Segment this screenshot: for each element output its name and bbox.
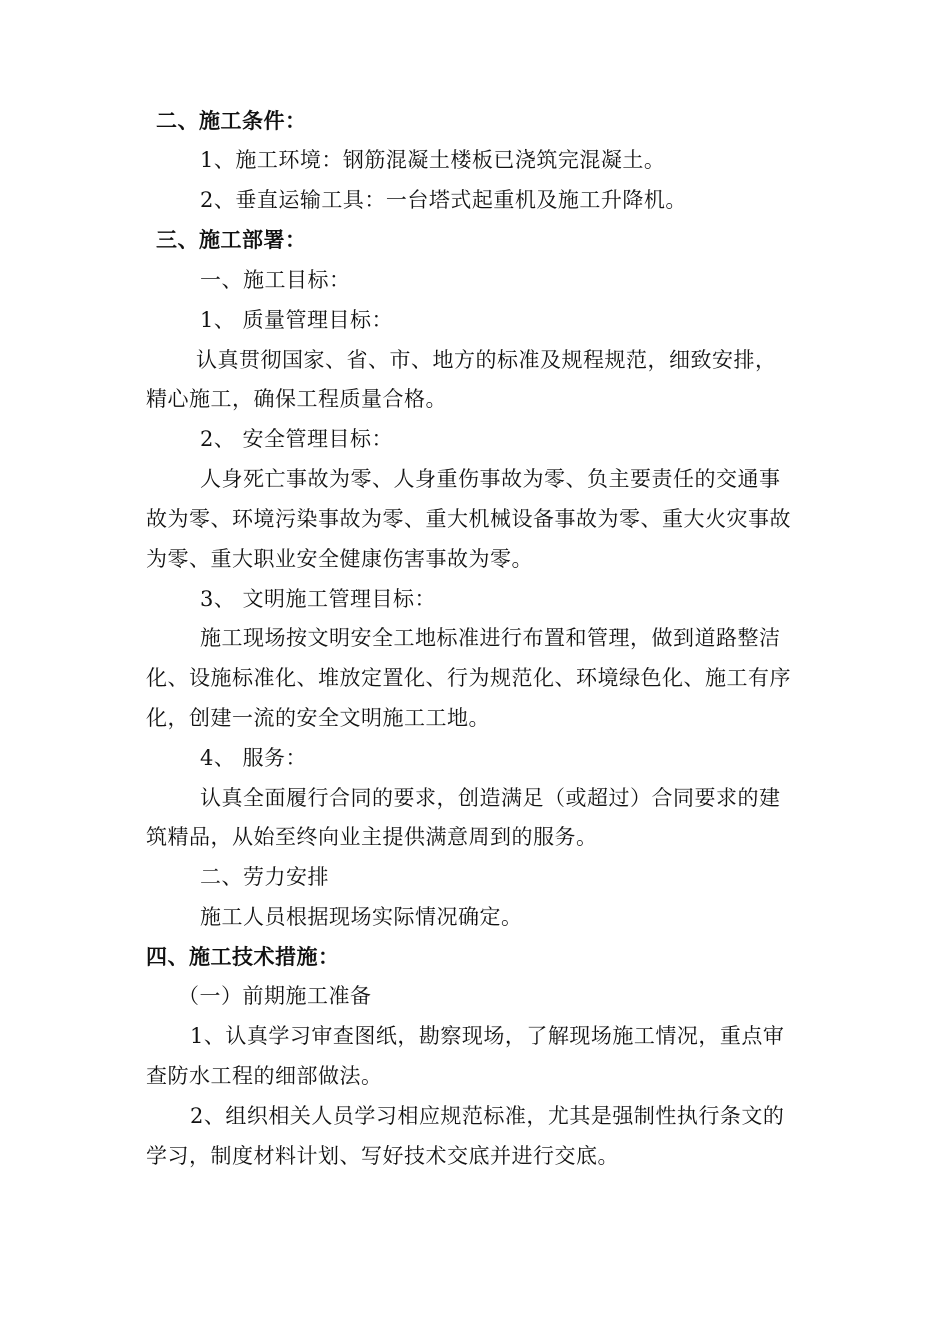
section-heading-technical: 四、施工技术措施： <box>146 945 340 969</box>
paragraph-line: 认真贯彻国家、省、市、地方的标准及规程规范，细致安排， <box>196 348 777 372</box>
paragraph-line: 1、施工环境：钢筋混凝土楼板已浇筑完混凝土。 <box>200 148 666 172</box>
paragraph-line: 人身死亡事故为零、人身重伤事故为零、负主要责任的交通事 <box>200 467 781 491</box>
paragraph-line: 2、垂直运输工具：一台塔式起重机及施工升降机。 <box>200 188 687 212</box>
subheading-labor: 二、劳力安排 <box>200 865 329 889</box>
paragraph-line: 查防水工程的细部做法。 <box>146 1064 383 1088</box>
item-heading-quality: 1、 质量管理目标： <box>200 308 394 332</box>
paragraph-line: 1、认真学习审查图纸，勘察现场，了解现场施工情况，重点审 <box>190 1024 785 1048</box>
paragraph-line: 施工人员根据现场实际情况确定。 <box>200 905 523 929</box>
subheading-goals: 一、施工目标： <box>200 268 351 292</box>
subheading-preparation: （一）前期施工准备 <box>178 984 372 1008</box>
paragraph-line: 2、组织相关人员学习相应规范标准，尤其是强制性执行条文的 <box>190 1104 785 1128</box>
paragraph-line: 故为零、环境污染事故为零、重大机械设备事故为零、重大火灾事故 <box>146 507 791 531</box>
paragraph-line: 筑精品，从始至终向业主提供满意周到的服务。 <box>146 825 598 849</box>
paragraph-line: 化，创建一流的安全文明施工工地。 <box>146 706 490 730</box>
item-heading-safety: 2、 安全管理目标： <box>200 427 394 451</box>
section-heading-conditions: 二、施工条件： <box>156 109 307 133</box>
section-heading-deployment: 三、施工部署： <box>156 228 307 252</box>
item-heading-service: 4、 服务： <box>200 746 308 770</box>
paragraph-line: 精心施工，确保工程质量合格。 <box>146 387 447 411</box>
paragraph-line: 为零、重大职业安全健康伤害事故为零。 <box>146 547 533 571</box>
item-heading-civilized: 3、 文明施工管理目标： <box>200 587 437 611</box>
paragraph-line: 施工现场按文明安全工地标准进行布置和管理，做到道路整洁 <box>200 626 781 650</box>
paragraph-line: 学习，制度材料计划、写好技术交底并进行交底。 <box>146 1144 619 1168</box>
paragraph-line: 认真全面履行合同的要求，创造满足（或超过）合同要求的建 <box>200 786 781 810</box>
paragraph-line: 化、设施标准化、堆放定置化、行为规范化、环境绿色化、施工有序 <box>146 666 791 690</box>
